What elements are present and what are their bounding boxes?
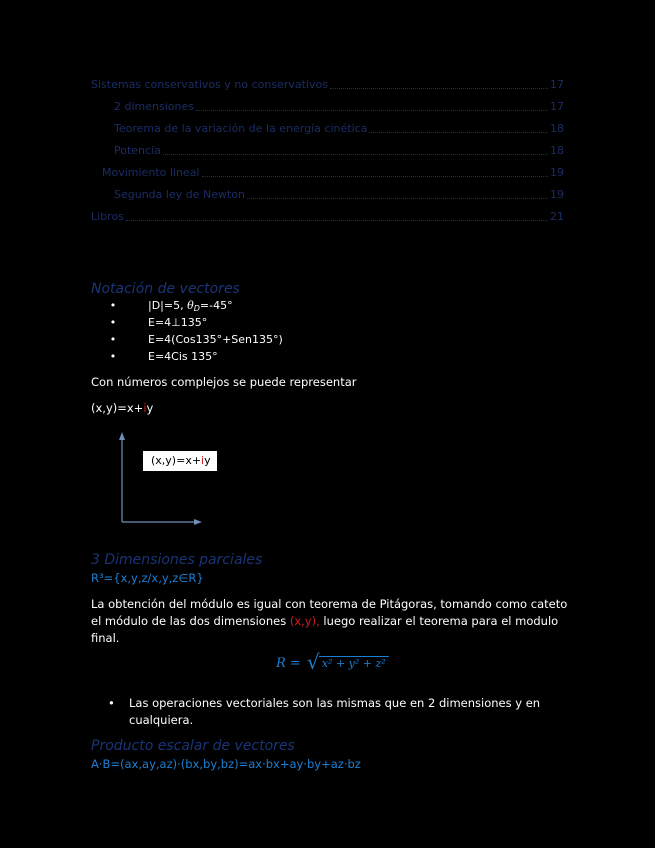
list-item [108, 316, 408, 332]
r3-set-definition: R³={x,y,z/x,y,z∈R} [91, 571, 204, 585]
section-heading-producto-escalar: Producto escalar de vectores [91, 738, 295, 754]
list-item [108, 299, 408, 315]
toc-leader-dots [163, 153, 548, 155]
x-axis-arrow-icon [194, 519, 202, 525]
toc-entry-libros[interactable] [91, 210, 564, 224]
toc-entry-page: 17 [550, 100, 564, 113]
section-heading-notacion: Notación de vectores [91, 281, 240, 297]
modulus-paragraph: La obtención del módulo es igual con teorema de Pitágoras, tomando como cateto el módulo de las dos dimensiones (x,y), luego realizar el teorema para el modulo final. [91, 597, 568, 645]
toc-leader-dots [126, 219, 548, 221]
toc-entry-page: 19 [550, 166, 564, 179]
toc-leader-dots [202, 175, 549, 177]
toc-entry-movimiento[interactable] [102, 166, 564, 180]
complex-formula: (x,y)=x+iy [91, 401, 154, 415]
bullet-dot: • [109, 350, 117, 363]
list-item-text: E=4⊥135° [148, 316, 208, 329]
toc-entry-title: Movimiento lineal [102, 166, 200, 179]
list-item-text: E=4Cis 135° [148, 350, 218, 363]
complex-plane-diagram [114, 432, 214, 532]
toc-leader-dots [196, 109, 548, 111]
y-axis-arrow-icon [119, 432, 125, 440]
toc-entry-segunda-ley[interactable] [114, 188, 564, 202]
toc-entry-page: 18 [550, 122, 564, 135]
toc-entry-2-dimensiones[interactable] [114, 100, 564, 114]
toc-entry-page: 21 [550, 210, 564, 223]
list-item-text: E=4(Cos135°+Sen135°) [148, 333, 283, 346]
dot-product-formula: A·B=(ax,ay,az)·(bx,by,bz)=ax·bx+ay·by+az·bz [91, 757, 361, 771]
complex-numbers-text: Con números complejos se puede representar [91, 375, 357, 389]
bullet-dot: • [108, 696, 115, 710]
toc-entry-title: Potencia [114, 144, 161, 157]
toc-entry-title: Libros [91, 210, 124, 223]
section-heading-3-dimensiones: 3 Dimensiones parciales [91, 552, 263, 568]
toc-entry-title: 2 dimensiones [114, 100, 194, 113]
list-item [108, 350, 408, 366]
toc-leader-dots [369, 131, 548, 133]
diagram-label: (x,y)=x+iy [143, 451, 217, 471]
bullet-dot: • [109, 333, 117, 346]
modulus-formula: R = √ x² + y² + z² [276, 656, 389, 671]
sqrt-icon: √ x² + y² + z² [307, 656, 389, 671]
toc-entry-title: Segunda ley de Newton [114, 188, 245, 201]
toc-leader-dots [330, 87, 548, 89]
toc-leader-dots [247, 197, 548, 199]
toc-entry-potencia[interactable] [114, 144, 564, 158]
list-item-text: |D|=5, $\theta_D=-45^\circ$ [148, 299, 233, 313]
toc-entry-page: 19 [550, 188, 564, 201]
bullet-dot: • [109, 299, 117, 312]
toc-entry-page: 18 [550, 144, 564, 157]
toc-entry-teorema[interactable] [114, 122, 564, 136]
list-item [108, 333, 408, 349]
toc-entry-page: 17 [550, 78, 564, 91]
bullet-dot: • [109, 316, 117, 329]
toc-entry-sistemas[interactable] [91, 78, 564, 92]
toc-entry-title: Teorema de la variación de la energía cinética [114, 122, 368, 135]
toc-entry-title: Sistemas conservativos y no conservativos [91, 78, 328, 91]
list-item-text: Las operaciones vectoriales son las mismas que en 2 dimensiones y en cualquiera. [129, 696, 541, 727]
